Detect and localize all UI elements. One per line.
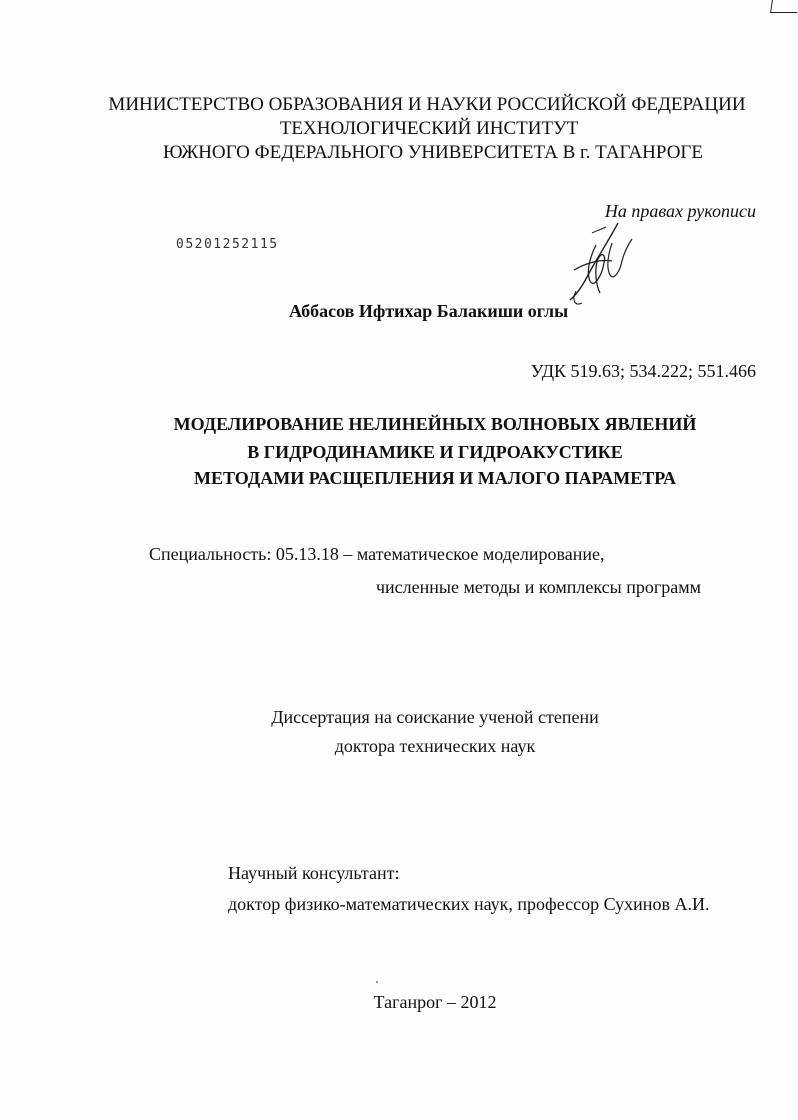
specialty-line-2: численные методы и комплексы программ (376, 577, 702, 597)
title-line-2: В ГИДРОДИНАМИКЕ И ГИДРОАКУСТИКЕ (247, 442, 623, 462)
dissertation-line-1: Диссертация на соискание ученой степени (271, 707, 599, 727)
institute-header: ТЕХНОЛОГИЧЕСКИЙ ИНСТИТУТ (279, 118, 579, 139)
title-line-1: МОДЕЛИРОВАНИЕ НЕЛИНЕЙНЫХ ВОЛНОВЫХ ЯВЛЕНИЙ (173, 414, 697, 434)
manuscript-note: На правах рукописи (604, 201, 756, 221)
ministry-header: МИНИСТЕРСТВО ОБРАЗОВАНИЯ И НАУКИ РОССИЙСКОЙ ФЕДЕРАЦИИ (108, 94, 746, 115)
author-name: Аббасов Ифтихар Балакиши оглы (289, 301, 569, 321)
serial-number: 05201252115 (176, 237, 279, 252)
corner-mark-icon (770, 0, 798, 13)
handwritten-signature-icon (556, 215, 646, 315)
university-header: ЮЖНОГО ФЕДЕРАЛЬНОГО УНИВЕРСИТЕТА В г. ТАГАНРОГЕ (162, 142, 704, 163)
udk-code: УДК 519.63; 534.222; 551.466 (530, 361, 756, 381)
dissertation-line-2: доктора технических наук (334, 736, 536, 756)
place-year: Таганрог – 2012 (373, 992, 497, 1012)
consultant-label: Научный консультант: (228, 863, 400, 883)
consultant-name: доктор физико-математических наук, профессор Сухинов А.И. (228, 894, 710, 914)
scan-speck (376, 981, 378, 983)
specialty-line-1: Специальность: 05.13.18 – математическое моделирование, (149, 544, 605, 564)
title-line-3: МЕТОДАМИ РАСЩЕПЛЕНИЯ И МАЛОГО ПАРАМЕТРА (193, 468, 677, 488)
